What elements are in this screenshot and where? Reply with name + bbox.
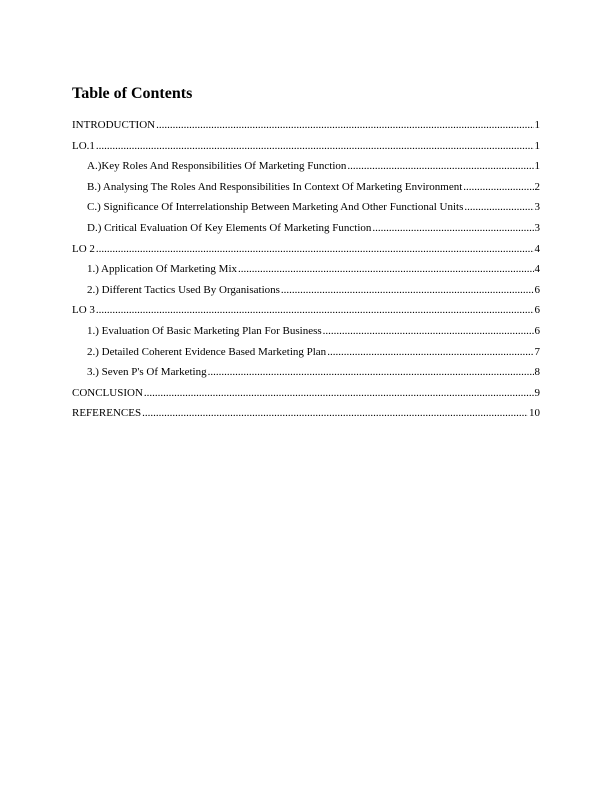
toc-dot-leader bbox=[238, 259, 533, 280]
toc-entry-lo1[interactable] bbox=[72, 136, 540, 157]
toc-entry-label: 1.) Application Of Marketing Mix bbox=[87, 263, 238, 276]
toc-page-number: 1 bbox=[534, 139, 540, 152]
toc-page-number: 3 bbox=[534, 201, 540, 214]
toc-entry-label: 3.) Seven P's Of Marketing bbox=[87, 366, 207, 379]
toc-entry-introduction[interactable] bbox=[72, 115, 540, 136]
toc-entry-conclusion[interactable] bbox=[72, 383, 540, 404]
toc-dot-leader bbox=[372, 218, 533, 239]
toc-page-number: 8 bbox=[534, 366, 540, 379]
toc-page-number: 1 bbox=[534, 160, 540, 173]
toc-page-number: 2 bbox=[534, 180, 540, 193]
toc-page-number: 6 bbox=[534, 283, 540, 296]
toc-dot-leader bbox=[347, 156, 533, 177]
toc-entry-lo3-3[interactable] bbox=[72, 362, 540, 383]
toc-entry-lo2-2[interactable] bbox=[72, 280, 540, 301]
toc-entry-label: B.) Analysing The Roles And Responsibilities In Context Of Marketing Environment bbox=[87, 180, 463, 193]
toc-dot-leader bbox=[96, 136, 534, 157]
toc-entry-label: 2.) Detailed Coherent Evidence Based Marketing Plan bbox=[87, 345, 327, 358]
toc-page-number: 6 bbox=[534, 304, 540, 317]
toc-page-number: 9 bbox=[534, 386, 540, 399]
toc-title: Table of Contents bbox=[72, 85, 193, 102]
toc-dot-leader bbox=[96, 239, 534, 260]
toc-entry-label: 2.) Different Tactics Used By Organisations bbox=[87, 283, 280, 296]
toc-entry-label: REFERENCES bbox=[72, 407, 142, 420]
toc-page-number: 4 bbox=[534, 263, 540, 276]
toc-page-number: 3 bbox=[534, 221, 540, 234]
toc-dot-leader bbox=[142, 403, 528, 424]
toc-list bbox=[72, 115, 540, 424]
toc-dot-leader bbox=[156, 115, 533, 136]
toc-entry-label: INTRODUCTION bbox=[72, 119, 156, 131]
toc-page-number: 4 bbox=[534, 242, 540, 255]
toc-entry-references[interactable] bbox=[72, 403, 540, 424]
toc-entry-lo1-d[interactable] bbox=[72, 218, 540, 239]
toc-entry-label: CONCLUSION bbox=[72, 386, 143, 399]
toc-entry-lo2[interactable] bbox=[72, 239, 540, 260]
toc-page-number: 6 bbox=[534, 324, 540, 337]
toc-entry-lo1-c[interactable] bbox=[72, 197, 540, 218]
toc-dot-leader bbox=[463, 177, 533, 198]
toc-entry-label: LO 2 bbox=[72, 242, 95, 255]
toc-entry-lo1-a[interactable] bbox=[72, 156, 540, 177]
toc-entry-lo1-b[interactable] bbox=[72, 177, 540, 198]
toc-page-number: 7 bbox=[534, 345, 540, 358]
toc-entry-lo3-2[interactable] bbox=[72, 342, 540, 363]
toc-entry-label: A.)Key Roles And Responsibilities Of Marketing Function bbox=[87, 160, 347, 173]
document-page bbox=[72, 84, 540, 424]
toc-page-number: 10 bbox=[529, 407, 540, 420]
toc-dot-leader bbox=[323, 321, 534, 342]
toc-page-number: 1 bbox=[534, 119, 540, 131]
toc-entry-lo3[interactable] bbox=[72, 300, 540, 321]
toc-dot-leader bbox=[464, 197, 533, 218]
toc-dot-leader bbox=[208, 362, 534, 383]
toc-entry-label: LO 3 bbox=[72, 304, 95, 317]
toc-dot-leader bbox=[327, 342, 533, 363]
toc-entry-label: LO.1 bbox=[72, 139, 95, 152]
toc-entry-label: C.) Significance Of Interrelationship Between Marketing And Other Functional Units bbox=[87, 201, 464, 214]
toc-entry-label: 1.) Evaluation Of Basic Marketing Plan For Business bbox=[87, 324, 322, 337]
toc-entry-label: D.) Critical Evaluation Of Key Elements Of Marketing Function bbox=[87, 221, 372, 234]
toc-entry-lo3-1[interactable] bbox=[72, 321, 540, 342]
toc-dot-leader bbox=[96, 300, 534, 321]
toc-dot-leader bbox=[281, 280, 534, 301]
toc-entry-lo2-1[interactable] bbox=[72, 259, 540, 280]
toc-dot-leader bbox=[144, 383, 534, 404]
